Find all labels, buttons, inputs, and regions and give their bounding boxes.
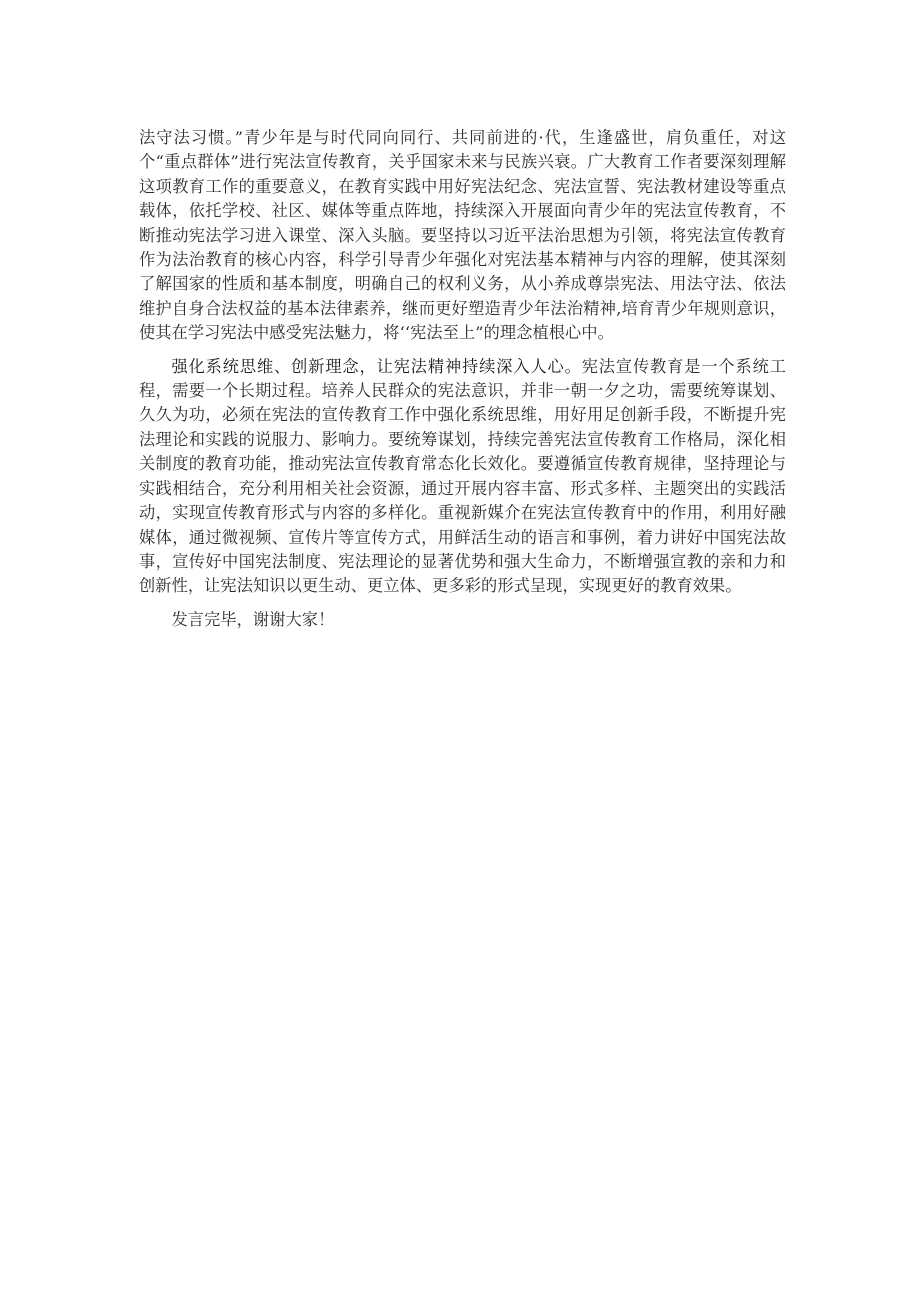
paragraph-2-text: 宪法宣传教育是一个系统工程，需要一个长期过程。培养人民群众的宪法意识，并非一朝一夕之功，需要统筹谋划、久久为功，必须在宪法的宣传教育工作中强化系统思维，用好用足创新手段，不断提升宪法理论和实践的说服力、影响力。要统筹谋划，持续完善宪法宣传教育工作格局，深化相关制度的教育功能，推动宪法宣传教育常态化长效化。要遵循宣传教育规律，坚持理论与实践相结合，充分利用相关社会资源，通过开展内容丰富、形式多样、主题突出的实践活动，实现宣传教育形式与内容的多样化。重视新媒介在宪法宣传教育中的作用，利用好融媒体，通过微视频、宣传片等宣传方式，用鲜活生动的语言和事例，着力讲好中国宪法故事，宣传好中国宪法制度、宪法理论的显著优势和强大生命力，不断增强宣教的亲和力和创新性，让宪法知识以更生动、更立体、更多彩的形式呈现，实现更好的教育效果。: [139, 356, 786, 596]
paragraph-2: [139, 355, 786, 599]
paragraph-1-text: 法守法习惯。”青少年是与时代同向同行、共同前进的·代，生逢盛世，肩负重任，对这个“重点群体”进行宪法宣传教育，关乎国家未来与民族兴衰。广大教育工作者要深刻理解这项教育工作的重要意义，在教育实践中用好宪法纪念、宪法宣誓、宪法教材建设等重点载体，依托学校、社区、媒体等重点阵地，持续深入开展面向青少年的宪法宣传教育，不断推动宪法学习进入课堂、深入头脑。要坚持以习近平法治思想为引领，将宪法宣传教育作为法治教育的核心内容，科学引导青少年强化对宪法基本精神与内容的理解，使其深刻了解国家的性质和基本制度，明确自己的权利义务，从小养成尊崇宪法、用法守法、依法维护自身合法权益的基本法律素养，继而更好塑造青少年法治精神,培育青少年规则意识，使其在学习宪法中感受宪法魅力，将‘‘宪法至上”的理念植根心中。: [139, 128, 786, 343]
document-page: [139, 126, 786, 632]
closing-remark-text: 发言完毕，谢谢大家！: [171, 609, 335, 629]
paragraph-2-lead: 强化系统思维、创新理念，让宪法精神持续深入人心。: [171, 356, 582, 376]
closing-remark: [139, 608, 786, 632]
paragraph-1: [139, 126, 786, 346]
